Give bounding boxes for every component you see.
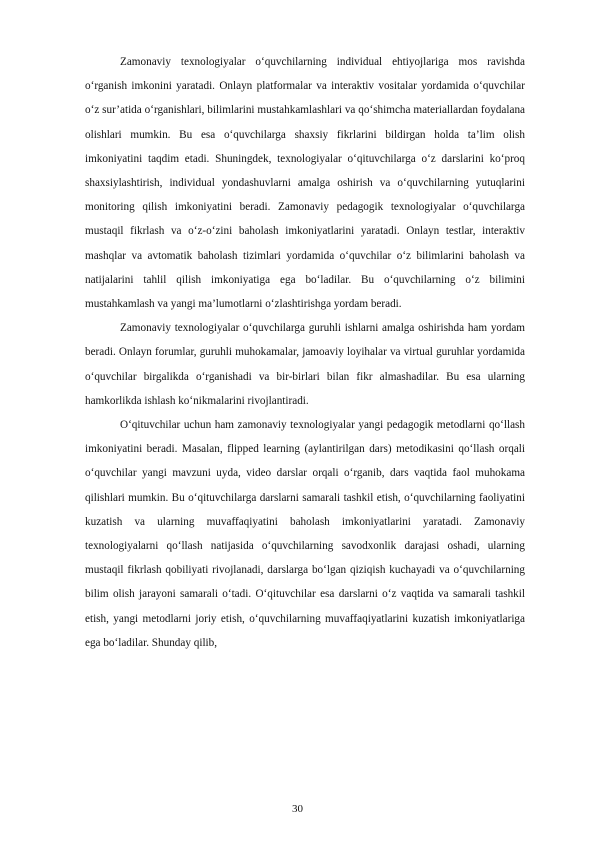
page-number: 30: [292, 803, 303, 815]
paragraph-1: Zamonaviy texnologiyalar o‘quvchilarning individual ehtiyojlariga mos ravishda o‘rganish imkonini yaratadi. Onlayn platformalar va interaktiv vositalar yordamida o‘quvchilar o‘z sur’atida o‘rganishlari, bilimlarini mustahkamlashlari va qo‘shimcha materiallardan foydalana olishlari mumkin. Bu esa o‘quvchilarga shaxsiy fikrlarini bildirgan holda ta’lim olish imkoniyatini taqdim etadi. Shuningdek, texnologiyalar o‘qituvchilarga o‘z darslarini ko‘proq shaxsiylashtirish, individual yondashuvlarni amalga oshirish va o‘quvchilarning yutuqlarini monitoring qilish imkoniyatini beradi. Zamonaviy pedagogik texnologiyalar o‘quvchilarga mustaqil fikrlash va o‘z-o‘zini baholash imkoniyatlarini yaratadi. Onlayn testlar, interaktiv mashqlar va avtomatik baholash tizimlari yordamida o‘quvchilar o‘z bilimlarini baholash va natijalarini tahlil qilish imkoniyatiga ega bo‘ladilar. Bu o‘quvchilarning o‘z bilimini mustahkamlash va yangi ma’lumotlarni o‘zlashtirishga yordam beradi.: [85, 56, 525, 311]
body-text: [85, 50, 525, 655]
paragraph-2: Zamonaviy texnologiyalar o‘quvchilarga guruhli ishlarni amalga oshirishda ham yordam beradi. Onlayn forumlar, guruhli muhokamalar, jamoaviy loyihalar va virtual guruhlar yordamida o‘quvchilar birgalikda o‘rganishadi va bir-birlari bilan fikr almashadilar. Bu esa ularning hamkorlikda ishlash ko‘nikmalarini rivojlantiradi.: [85, 322, 525, 407]
paragraph-3: O‘qituvchilar uchun ham zamonaviy texnologiyalar yangi pedagogik metodlarni qo‘llash imkoniyatini beradi. Masalan, flipped learning (aylantirilgan dars) metodikasini qo‘llash orqali o‘quvchilar yangi mavzuni uyda, video darslar orqali o‘rganib, dars vaqtida faol muhokama qilishlari mumkin. Bu o‘qituvchilarga darslarni samarali tashkil etish, o‘quvchilarning faoliyatini kuzatish va ularning muvaffaqiyatini baholash imkoniyatlarini yaratadi. Zamonaviy texnologiyalarni qo‘llash natijasida o‘quvchilarning savodxonlik darajasi oshadi, ularning mustaqil fikrlash qobiliyati rivojlanadi, darslarga bo‘lgan qiziqish kuchayadi va o‘quvchilarning bilim olish jarayoni samarali o‘tadi. O‘qituvchilar esa darslarni o‘z vaqtida va samarali tashkil etish, yangi metodlarni joriy etish, o‘quvchilarning muvaffaqiyatlarini kuzatish imkoniyatlariga ega bo‘ladilar. Shunday qilib,: [85, 419, 525, 649]
